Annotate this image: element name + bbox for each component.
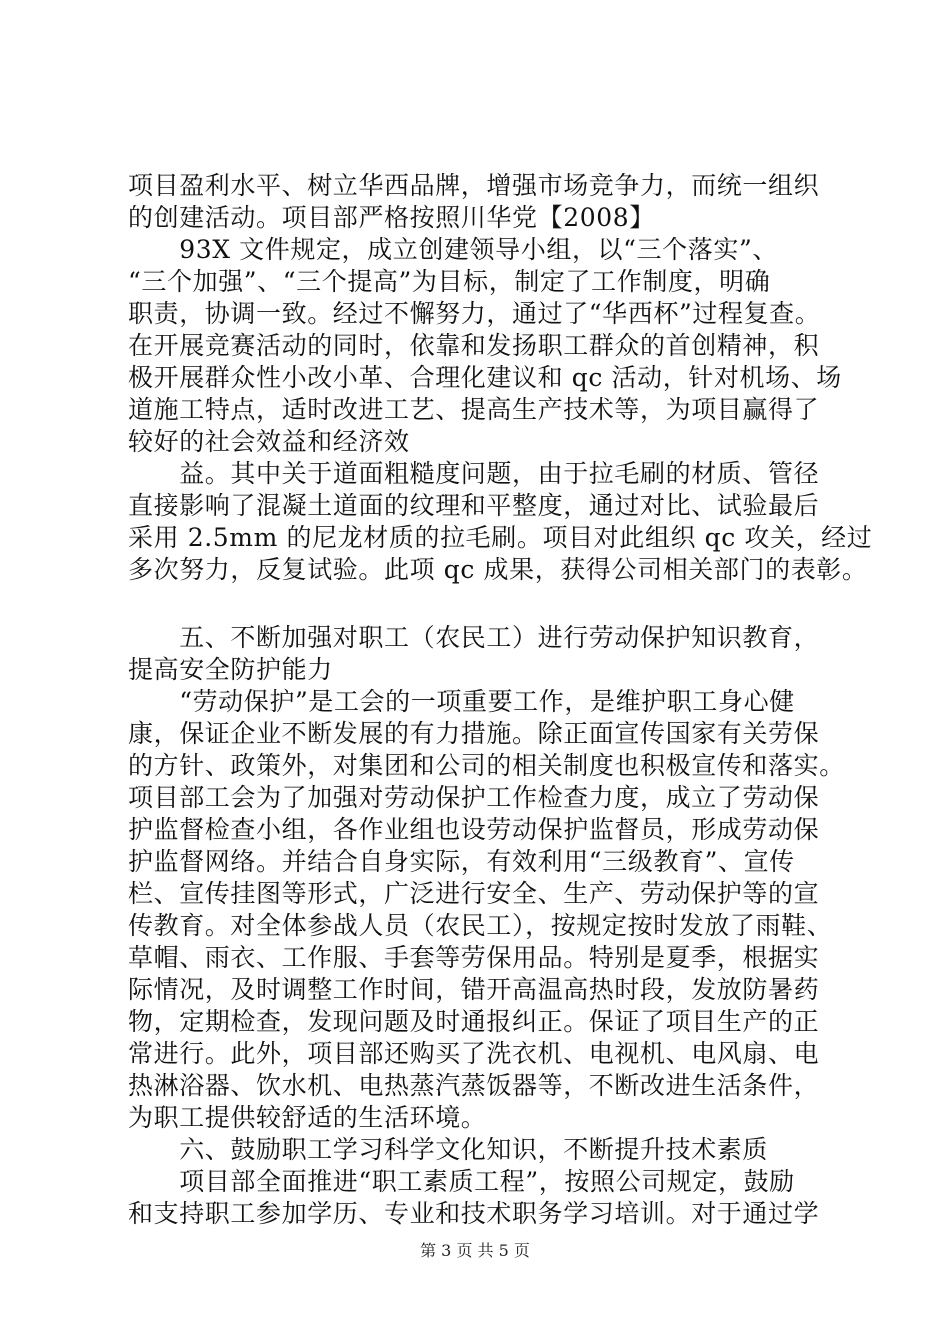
text-line: 的方针、政策外，对集团和公司的相关制度也积极宣传和落实。: [128, 751, 845, 780]
section-heading: 五、不断加强对职工（农民工）进行劳动保护知识教育，: [128, 623, 820, 652]
text-line: 项目部全面推进“职工素质工程”，按照公司规定，鼓励: [128, 1167, 795, 1196]
text-line: 的创建活动。项目部严格按照川华党【2008】: [128, 203, 655, 232]
text-line: 项目盈利水平、树立华西品牌，增强市场竞争力，而统一组织: [128, 171, 820, 200]
text-line: “三个加强”、“三个提高”为目标，制定了工作制度，明确: [128, 267, 771, 296]
text-line: 在开展竞赛活动的同时，依靠和发扬职工群众的首创精神，积: [128, 331, 820, 360]
section-part2: [128, 622, 845, 1230]
text-line: 热淋浴器、饮水机、电热蒸汽蒸饭器等，不断改进生活条件，: [128, 1071, 820, 1100]
text-line: 栏、宣传挂图等形式，广泛进行安全、生产、劳动保护等的宣: [128, 879, 820, 908]
text-line: 较好的社会效益和经济效: [128, 427, 410, 456]
text-line: 采用 2.5mm 的尼龙材质的拉毛刷。项目对此组织 qc 攻关，经过: [128, 523, 873, 552]
text-line: 道施工特点，适时改进工艺、提高生产技术等，为项目赢得了: [128, 395, 820, 424]
text-line: 多次努力，反复试验。此项 qc 成果，获得公司相关部门的表彰。: [128, 555, 868, 584]
text-line: 护监督检查小组，各作业组也设劳动保护监督员，形成劳动保: [128, 815, 820, 844]
text-line: 职责，协调一致。经过不懈努力，通过了“华西杯”过程复查。: [128, 299, 821, 328]
section-part1: [128, 170, 873, 586]
paragraph-gap: [128, 586, 828, 622]
text-line: 93X 文件规定，成立创建领导小组，以“三个落实”、: [128, 235, 778, 264]
text-line: 际情况，及时调整工作时间，错开高温高热时段，发放防暑药: [128, 975, 820, 1004]
text-line: “劳动保护”是工会的一项重要工作，是维护职工身心健: [128, 687, 795, 716]
document-body: [128, 170, 873, 1230]
text-line: 康，保证企业不断发展的有力措施。除正面宣传国家有关劳保: [128, 719, 820, 748]
text-line: 项目部工会为了加强对劳动保护工作检查力度，成立了劳动保: [128, 783, 820, 812]
text-line: 极开展群众性小改小革、合理化建议和 qc 活动，针对机场、场: [128, 363, 842, 392]
text-line: 益。其中关于道面粗糙度问题，由于拉毛刷的材质、管径: [128, 459, 820, 488]
section-heading: 提高安全防护能力: [128, 655, 333, 684]
text-line: 常进行。此外，项目部还购买了洗衣机、电视机、电风扇、电: [128, 1039, 820, 1068]
text-line: 物，定期检查，发现问题及时通报纠正。保证了项目生产的正: [128, 1007, 820, 1036]
text-line: 和支持职工参加学历、专业和技术职务学习培训。对于通过学: [128, 1199, 820, 1228]
text-line: 护监督网络。并结合自身实际，有效利用“三级教育”、宣传: [128, 847, 795, 876]
section-heading: 六、鼓励职工学习科学文化知识，不断提升技术素质: [128, 1135, 769, 1164]
page-number-footer: 第 3 页 共 5 页: [420, 1241, 530, 1260]
text-line: 为职工提供较舒适的生活环境。: [128, 1103, 487, 1132]
text-line: 草帽、雨衣、工作服、手套等劳保用品。特别是夏季，根据实: [128, 943, 820, 972]
text-line: 传教育。对全体参战人员（农民工），按规定按时发放了雨鞋、: [128, 911, 833, 940]
text-line: 直接影响了混凝土道面的纹理和平整度，通过对比、试验最后: [128, 491, 820, 520]
